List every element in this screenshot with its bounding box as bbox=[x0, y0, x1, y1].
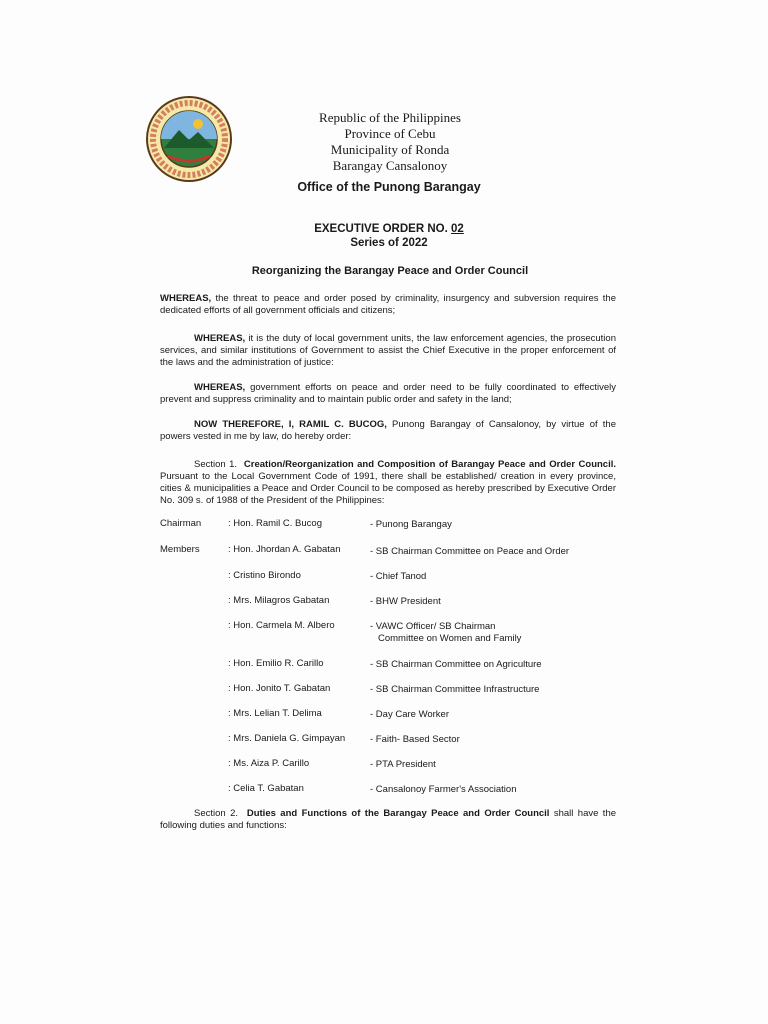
paragraph-lead: WHEREAS, bbox=[160, 293, 212, 304]
member-name: : Hon. Jhordan A. Gabatan bbox=[228, 544, 341, 555]
member-name: : Mrs. Lelian T. Delima bbox=[228, 708, 322, 719]
section-label: Section 2. bbox=[194, 808, 239, 819]
executive-order-heading bbox=[200, 222, 578, 250]
header-line: Barangay Cansalonoy bbox=[332, 158, 448, 173]
member-role: - Chief Tanod bbox=[370, 571, 427, 582]
whereas-paragraph-2 bbox=[160, 333, 616, 369]
member-name: : Mrs. Milagros Gabatan bbox=[228, 595, 330, 606]
office-title: Office of the Punong Barangay bbox=[297, 180, 481, 194]
member-name: : Hon. Jonito T. Gabatan bbox=[228, 683, 331, 694]
member-name: : Celia T. Gabatan bbox=[228, 783, 304, 794]
member-name: : Ms. Aiza P. Carillo bbox=[228, 758, 310, 769]
member-role-line: - VAWC Officer/ SB Chairman bbox=[370, 621, 496, 632]
paragraph-lead: NOW THEREFORE, I, RAMIL C. BUCOG, bbox=[194, 419, 387, 430]
member-name: : Hon. Ramil C. Bucog bbox=[228, 518, 322, 529]
whereas-paragraph-1 bbox=[160, 293, 616, 317]
paragraph-lead: WHEREAS, bbox=[194, 382, 246, 393]
member-role: - SB Chairman Committee on Agriculture bbox=[370, 659, 542, 670]
member-role: - Day Care Worker bbox=[370, 709, 450, 720]
member-name: : Cristino Birondo bbox=[228, 570, 301, 581]
section-label: Section 1. bbox=[194, 459, 238, 470]
section-text: shall have the following duties and functions: bbox=[160, 808, 617, 831]
eo-series: Series of 2022 bbox=[350, 237, 428, 249]
member-role: - SB Chairman Committee Infrastructure bbox=[370, 684, 540, 695]
paragraph-lead: WHEREAS, bbox=[194, 333, 246, 344]
now-therefore-paragraph bbox=[160, 419, 616, 443]
paragraph-text: government efforts on peace and order need to be fully coordinated to effectively prevent and suppress criminality and to maintain public order and safety in the land; bbox=[160, 382, 616, 405]
section-2-paragraph bbox=[160, 808, 616, 832]
paragraph-text: Punong Barangay of Cansalonoy, by virtue of the powers vested in me by law, do hereby order: bbox=[160, 419, 616, 442]
header-line: Municipality of Ronda bbox=[330, 142, 450, 157]
member-role bbox=[370, 621, 610, 645]
section-heading: Creation/Reorganization and Composition of Barangay Peace and Order Council. bbox=[243, 459, 617, 470]
letterhead bbox=[290, 110, 490, 174]
eo-number: 02 bbox=[450, 223, 464, 235]
member-role: - Faith- Based Sector bbox=[370, 734, 460, 745]
member-role: - PTA President bbox=[370, 759, 436, 770]
paragraph-text: it is the duty of local government units, the law enforcement agencies, the prosecution services, and similar institutions of Government to assist the Chief Executive in the proper enforcement of the laws and the administration of justice: bbox=[160, 333, 616, 368]
section-1-paragraph bbox=[160, 459, 616, 507]
header-line: Province of Cebu bbox=[344, 126, 436, 141]
member-name: : Mrs. Daniela G. Gimpayan bbox=[228, 733, 346, 744]
member-role: - Cansalonoy Farmer's Association bbox=[370, 784, 517, 795]
member-role: - SB Chairman Committee on Peace and Order bbox=[370, 546, 570, 557]
eo-prefix: EXECUTIVE ORDER NO. bbox=[314, 223, 448, 235]
member-name: : Hon. Emilio R. Carillo bbox=[228, 658, 324, 669]
document-title: Reorganizing the Barangay Peace and Order Council bbox=[251, 265, 529, 277]
chairman-label: Chairman bbox=[160, 518, 202, 529]
members-label: Members bbox=[160, 544, 200, 555]
member-name: : Hon. Carmela M. Albero bbox=[228, 620, 335, 631]
section-text: Pursuant to the Local Government Code of 1991, there shall be established/ creation in every province, cities & municipalities a Peace and Order Council to be composed as hereby prescribed by Executive Order No. 309 s. of 1988 of the President of the Philippines: bbox=[160, 471, 616, 506]
whereas-paragraph-3 bbox=[160, 382, 616, 406]
member-role: - BHW President bbox=[370, 596, 441, 607]
header-line: Republic of the Philippines bbox=[319, 110, 461, 125]
member-role: - Punong Barangay bbox=[370, 519, 452, 530]
member-role-line: Committee on Women and Family bbox=[378, 633, 522, 644]
section-heading: Duties and Functions of the Barangay Peace and Order Council bbox=[246, 808, 550, 819]
barangay-seal-icon bbox=[146, 96, 232, 182]
paragraph-text: the threat to peace and order posed by criminality, insurgency and subversion requires the dedicated efforts of all government officials and citizens; bbox=[160, 293, 616, 316]
